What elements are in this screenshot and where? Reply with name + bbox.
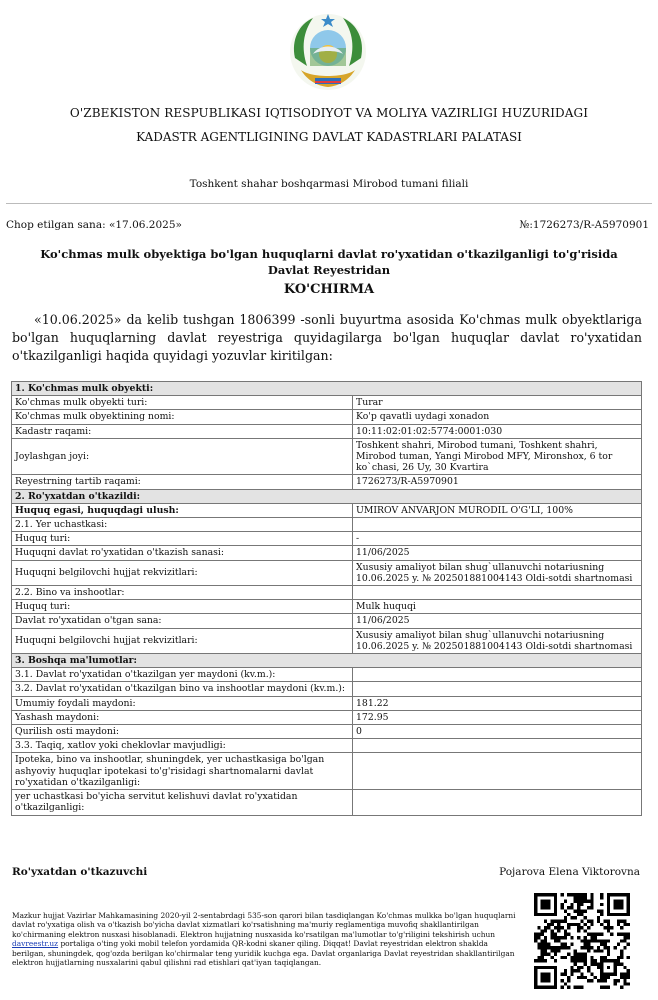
chamber-title: KADASTR AGENTLIGINING DAVLAT KADASTRLARI PALATASI [136, 130, 522, 144]
table-row: Huquq turi: Mulk huquqi [12, 600, 642, 614]
section-header: 3. Boshqa ma'lumotlar: [12, 654, 642, 668]
table-row: Umumiy foydali maydoni: 181.22 [12, 696, 642, 710]
state-emblem-icon [283, 8, 373, 92]
printed-date: Chop etilgan sana: «17.06.2025» [6, 219, 182, 231]
davreestr-link[interactable]: davreestr.uz [12, 939, 59, 949]
document-subtitle: KO'CHIRMA [283, 282, 375, 297]
table-row: yer uchastkasi bo'yicha servitut kelishuvi davlat ro'yxatidan o'tkazilganligi: [12, 790, 642, 815]
table-row: Reyestrning tartib raqami: 1726273/R-A5970901 [12, 475, 642, 489]
document-number: №:1726273/R-A5970901 [519, 219, 649, 231]
table-row: 3.1. Davlat ro'yxatidan o'tkazilgan yer maydoni (kv.m.): [12, 668, 642, 682]
table-row: Ko'chmas mulk obyekti turi: Turar [12, 396, 642, 410]
registry-table [11, 381, 642, 816]
section-header: 2. Ro'yxatdan o'tkazildi: [12, 489, 642, 503]
table-row: Huquq turi: - [12, 532, 642, 546]
branch-name: Toshkent shahar boshqarmasi Mirobod tumani filiali [189, 178, 469, 190]
divider [6, 203, 652, 204]
table-row: Ipoteka, bino va inshootlar, shuningdek, yer uchastkasiga bo'lgan ashyoviy huquqlar ipotekasi to'g'risidagi shartnomalarni davlat ro'yxatidan o'tkazilganligi: [12, 753, 642, 790]
document-title: Ko'chmas mulk obyektiga bo'lgan huquqlarni davlat ro'yxatidan o'tkazilganligi to'g'risida Davlat Reyestridan [40, 247, 618, 277]
table-row: Joylashgan joyi: Toshkent shahri, Mirobod tumani, Toshkent shahri, Mirobod tuman, Yangi Mirobod MFY, Mironshox, 6 tor ko`chasi, 26 Uy, 30 Kvartira [12, 438, 642, 475]
registrar-name: Pojarova Elena Viktorovna [499, 866, 640, 878]
table-row: Davlat ro'yxatidan o'tgan sana: 11/06/2025 [12, 614, 642, 628]
ministry-title: O'ZBEKISTON RESPUBLIKASI IQTISODIYOT VA MOLIYA VAZIRLIGI HUZURIDAGI [69, 106, 589, 120]
table-row: 3.2. Davlat ro'yxatidan o'tkazilgan bino va inshootlar maydoni (kv.m.): [12, 682, 642, 696]
table-row: Qurilish osti maydoni: 0 [12, 725, 642, 739]
table-row: Kadastr raqami: 10:11:02:01:02:5774:0001:030 [12, 424, 642, 438]
table-row: 2.1. Yer uchastkasi: [12, 518, 642, 532]
table-row: Huquqni belgilovchi hujjat rekvizitlari: Xususiy amaliyot bilan shug`ullanuvchi notariusning 10.06.2025 y. № 202501881004143 Oldi-sotdi shartnomasi [12, 628, 642, 653]
table-row: Huquqni davlat ro'yxatidan o'tkazish sanasi: 11/06/2025 [12, 546, 642, 560]
table-row: Huquq egasi, huquqdagi ulush: UMIROV ANVARJON MURODIL O'G'LI, 100% [12, 503, 642, 517]
intro-paragraph: «10.06.2025» da kelib tushgan 1806399 -sonli buyurtma asosida Ko'chmas mulk obyektlariga bo'lgan huquqlarning davlat reyestriga quyidagilarga bo'lgan huquqlar davlat ro'yxatidan o'tkazilganligi haqida quyidagi yozuvlar kiritilgan: [12, 312, 642, 363]
table-row: 3.3. Taqiq, xatlov yoki cheklovlar mavjudligi: [12, 739, 642, 753]
footer-note: Mazkur hujjat Vazirlar Mahkamasining 2020-yil 2-sentabrdagi 535-son qarori bilan tasdiqlangan Ko'chmas mulkka bo'lgan huquqlarni davlat ro'yxatiga olish va o'tkazish bo'yicha davlat xizmatlari ko'rsatishning ma'muriy reglamentiga muvofiq shakllantirilgan ko'chirmaning elektron nusxasi hisoblanadi. Elektron hujjatning nusxasida ko'rsatilgan ma'lumotlar to'g'riligini tekshirish uchun davreestr.uz portaliga o'ting yoki mobil telefon yordamida QR-kodni skaner qiling. Diqqat! Davlat reyestridan elektron shaklda berilgan, shuningdek, qog'ozda berilgan ko'chirmalar teng yuridik kuchga ega. Davlat organlariga Davlat reyestridan shakllantirilgan elektron hujjatlarning nusxalarini qabul qilishni rad etishlari qat'iyan taqiqlangan. [12, 911, 516, 968]
registrar-label: Ro'yxatdan o'tkazuvchi [12, 866, 148, 878]
qr-code-icon[interactable] [534, 893, 630, 989]
table-row: Huquqni belgilovchi hujjat rekvizitlari: Xususiy amaliyot bilan shug`ullanuvchi notariusning 10.06.2025 y. № 202501881004143 Oldi-sotdi shartnomasi [12, 560, 642, 585]
table-row: 2.2. Bino va inshootlar: [12, 586, 642, 600]
table-row: Ko'chmas mulk obyektining nomi: Ko'p qavatli uydagi xonadon [12, 410, 642, 424]
table-row: Yashash maydoni: 172.95 [12, 710, 642, 724]
section-header: 1. Ko'chmas mulk obyekti: [12, 382, 642, 396]
